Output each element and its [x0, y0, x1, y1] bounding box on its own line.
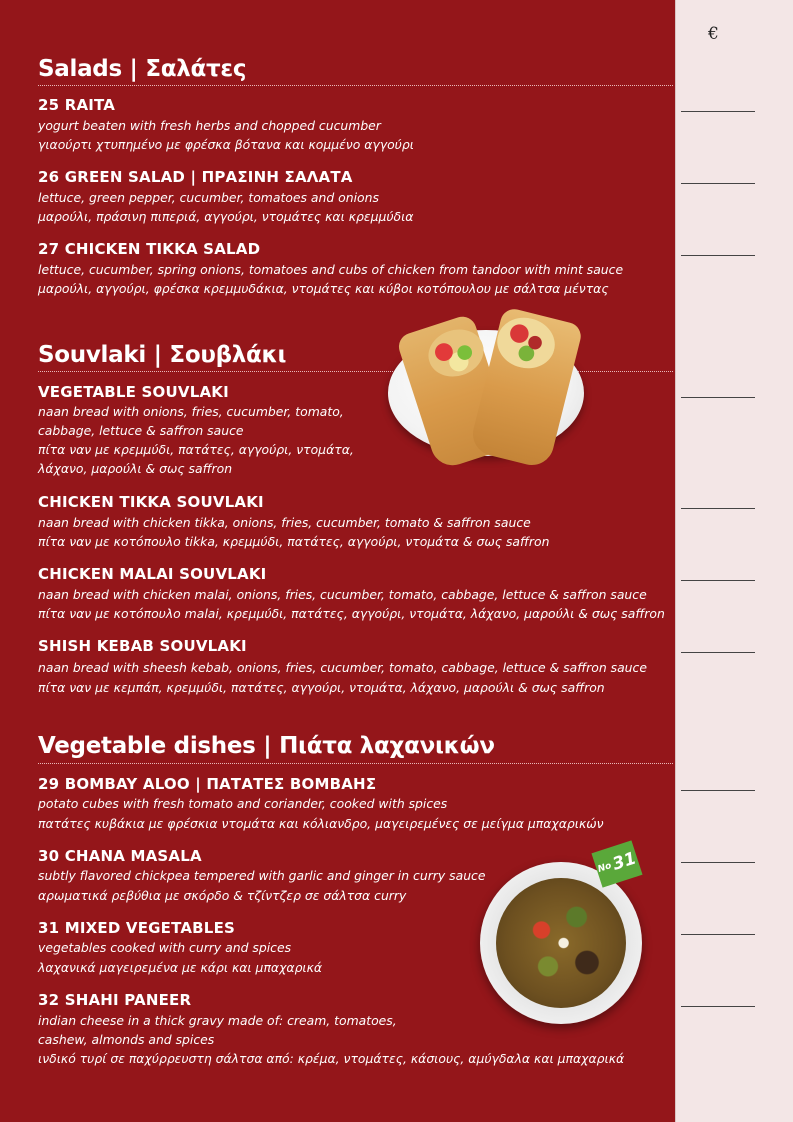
menu-item-desc-gr: πίτα ναν με κοτόπουλο malai, κρεμμύδι, πατάτες, αγγούρι, ντομάτα, λάχανο, μαρούλι & σως saffron [38, 606, 665, 621]
menu-item-desc-line: ινδικό τυρί σε παχύρρευστη σάλτσα από: κρέμα, ντομάτες, κάσιους, αμύγδαλα και μπαχαρικά [38, 1051, 625, 1066]
price-line [681, 652, 755, 653]
menu-item-desc-en: vegetables cooked with curry and spices [38, 940, 292, 955]
price-line [681, 397, 755, 398]
price-line [681, 183, 755, 184]
price-line [681, 862, 755, 863]
price-line [681, 111, 755, 112]
menu-item-desc-gr: μαρούλι, πράσινη πιπεριά, αγγούρι, ντομάτες και κρεμμύδια [38, 209, 414, 224]
menu-item-name: 32 SHAHI PANEER [38, 991, 192, 1009]
badge-number: 31 [610, 848, 639, 875]
menu-item-name: 25 RAITA [38, 96, 116, 114]
section-divider [38, 85, 673, 86]
menu-item-desc-gr: πίτα ναν με κεμπάπ, κρεμμύδι, πατάτες, αγγούρι, ντομάτα, λάχανο, μαρούλι & σως saffron [38, 680, 605, 695]
menu-item-name: 29 BOMBAY ALOO | ΠΑΤΑΤΕΣ ΒΟΜΒΑΗΣ [38, 775, 377, 793]
menu-item-name: SHISH KEBAB SOUVLAKI [38, 637, 247, 655]
currency-symbol: € [708, 24, 719, 44]
section-title-vegetables: Vegetable dishes | Πιάτα λαχανικών [38, 733, 495, 759]
menu-item-desc-gr: πίτα ναν με κοτόπουλο tikka, κρεμμύδι, πατάτες, αγγούρι, ντομάτα & σως saffron [38, 534, 550, 549]
menu-item-name: 30 CHANA MASALA [38, 847, 202, 865]
menu-item-desc-line: naan bread with onions, fries, cucumber, tomato, [38, 404, 344, 419]
menu-item-desc-gr: λαχανικά μαγειρεμένα με κάρι και μπαχαρικά [38, 960, 323, 975]
menu-item-name: CHICKEN TIKKA SOUVLAKI [38, 493, 264, 511]
badge-prefix: No [596, 861, 613, 875]
price-line [681, 508, 755, 509]
menu-item-desc-en: yogurt beaten with fresh herbs and chopped cucumber [38, 118, 381, 133]
menu-item-desc-gr: πατάτες κυβάκια με φρέσκια ντομάτα και κόλιανδρο, μαγειρεμένες σε μείγμα μπαχαρικών [38, 816, 604, 831]
section-title-souvlaki: Souvlaki | Σουβλάκι [38, 342, 287, 368]
section-divider [38, 763, 673, 764]
section-title-salads: Salads | Σαλάτες [38, 56, 247, 82]
menu-item-desc-en: lettuce, green pepper, cucumber, tomatoes and onions [38, 190, 379, 205]
price-column [675, 0, 793, 1122]
menu-item-desc-line: cashew, almonds and spices [38, 1032, 215, 1047]
price-line [681, 934, 755, 935]
mixed-vegetables-curry-image [496, 878, 626, 1008]
price-line [681, 255, 755, 256]
price-line [681, 580, 755, 581]
menu-item-name: VEGETABLE SOUVLAKI [38, 383, 229, 401]
menu-item-name: 31 MIXED VEGETABLES [38, 919, 236, 937]
menu-item-desc-line: πίτα ναν με κρεμμύδι, πατάτες, αγγούρι, ντομάτα, [38, 442, 354, 457]
menu-item-desc-en: lettuce, cucumber, spring onions, tomatoes and cubs of chicken from tandoor with mint sauce [38, 262, 624, 277]
menu-item-desc-line: indian cheese in a thick gravy made of: cream, tomatoes, [38, 1013, 397, 1028]
price-line [681, 1006, 755, 1007]
menu-item-desc-line: cabbage, lettuce & saffron sauce [38, 423, 244, 438]
menu-item-name: CHICKEN MALAI SOUVLAKI [38, 565, 267, 583]
menu-item-desc-en: naan bread with sheesh kebab, onions, fries, cucumber, tomato, cabbage, lettuce & saffron sauce [38, 660, 647, 675]
menu-item-desc-gr: αρωματικά ρεβύθια με σκόρδο & τζίντζερ σε σάλτσα curry [38, 888, 407, 903]
menu-item-desc-en: naan bread with chicken tikka, onions, fries, cucumber, tomato & saffron sauce [38, 515, 531, 530]
menu-item-desc-en: subtly flavored chickpea tempered with garlic and ginger in curry sauce [38, 868, 486, 883]
menu-item-desc-en: naan bread with chicken malai, onions, fries, cucumber, tomato, cabbage, lettuce & saffron sauce [38, 587, 647, 602]
menu-item-name: 26 GREEN SALAD | ΠΡΑΣΙΝΗ ΣΑΛΑΤΑ [38, 168, 353, 186]
menu-item-desc-line: λάχανο, μαρούλι & σως saffron [38, 461, 233, 476]
menu-item-desc-en: potato cubes with fresh tomato and coriander, cooked with spices [38, 796, 448, 811]
menu-item-name: 27 CHICKEN TIKKA SALAD [38, 240, 261, 258]
price-line [681, 790, 755, 791]
menu-item-desc-gr: γιαούρτι χτυπημένο με φρέσκα βότανα και κομμένο αγγούρι [38, 137, 414, 152]
menu-item-desc-gr: μαρούλι, αγγούρι, φρέσκα κρεμμυδάκια, ντομάτες και κύβοι κοτόπουλου με σάλτσα μέντας [38, 281, 609, 296]
